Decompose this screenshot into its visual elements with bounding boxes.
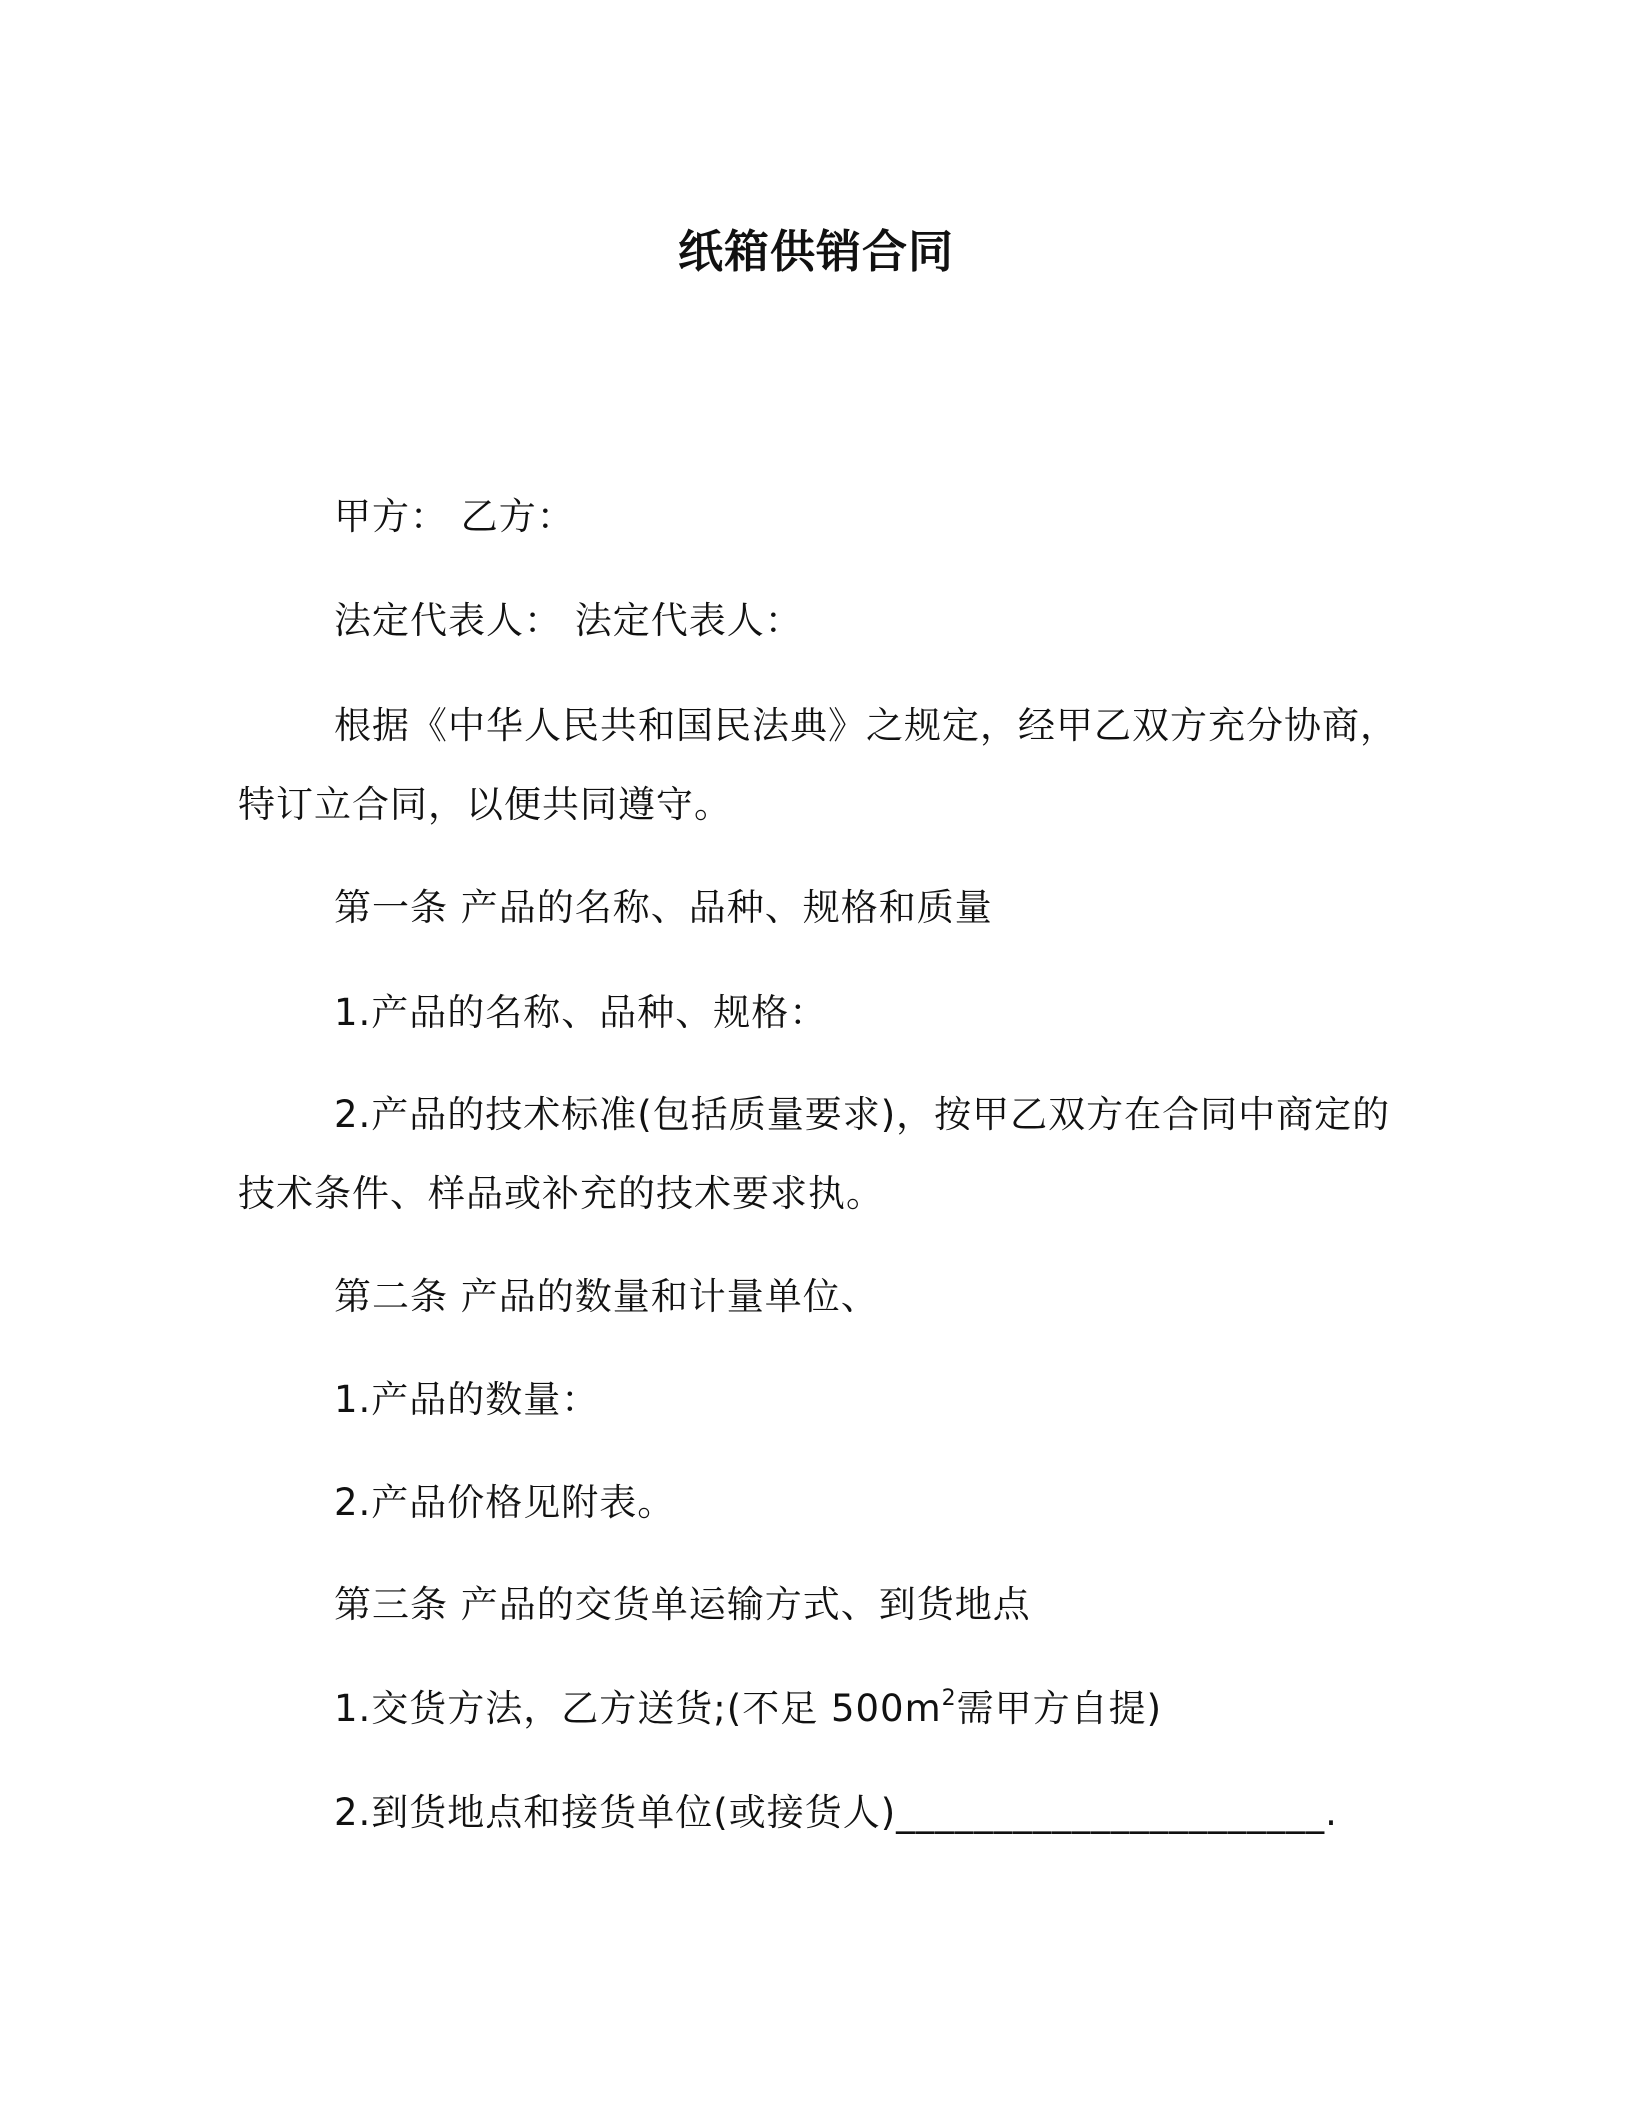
- superscript-two: 2: [941, 1685, 957, 1711]
- article1-item2-line-2: 技术条件、样品或补充的技术要求执。: [238, 1172, 884, 1215]
- article3-item1-text-end: 需甲方自提): [956, 1687, 1163, 1730]
- article2-item1: 1.产品的数量：: [334, 1378, 600, 1421]
- article2-heading: 第二条 产品的数量和计量单位、: [334, 1275, 879, 1318]
- preamble-line-1: 根据《中华人民共和国民法典》之规定，经甲乙双方充分协商，: [334, 704, 1398, 747]
- article3-item1: [334, 1684, 1162, 1734]
- document-title: 纸箱供销合同: [677, 225, 954, 278]
- article2-item2: 2.产品价格见附表。: [334, 1481, 676, 1524]
- representatives-line: 法定代表人： 法定代表人：: [334, 599, 803, 642]
- article1-item2-line-1: 2.产品的技术标准(包括质量要求)，按甲乙双方在合同中商定的: [334, 1093, 1391, 1136]
- article3-item1-text: 1.交货方法，乙方送货;(不足 500m: [334, 1687, 942, 1730]
- article1-item1: 1.产品的名称、品种、规格：: [334, 991, 828, 1034]
- article1-heading: 第一条 产品的名称、品种、规格和质量: [334, 886, 993, 929]
- article3-item2: 2.到货地点和接货单位(或接货人)______________________.: [334, 1791, 1338, 1834]
- article3-heading: 第三条 产品的交货单运输方式、到货地点: [334, 1583, 1031, 1626]
- preamble-line-2: 特订立合同，以便共同遵守。: [238, 783, 732, 826]
- parties-line: 甲方： 乙方：: [334, 495, 575, 538]
